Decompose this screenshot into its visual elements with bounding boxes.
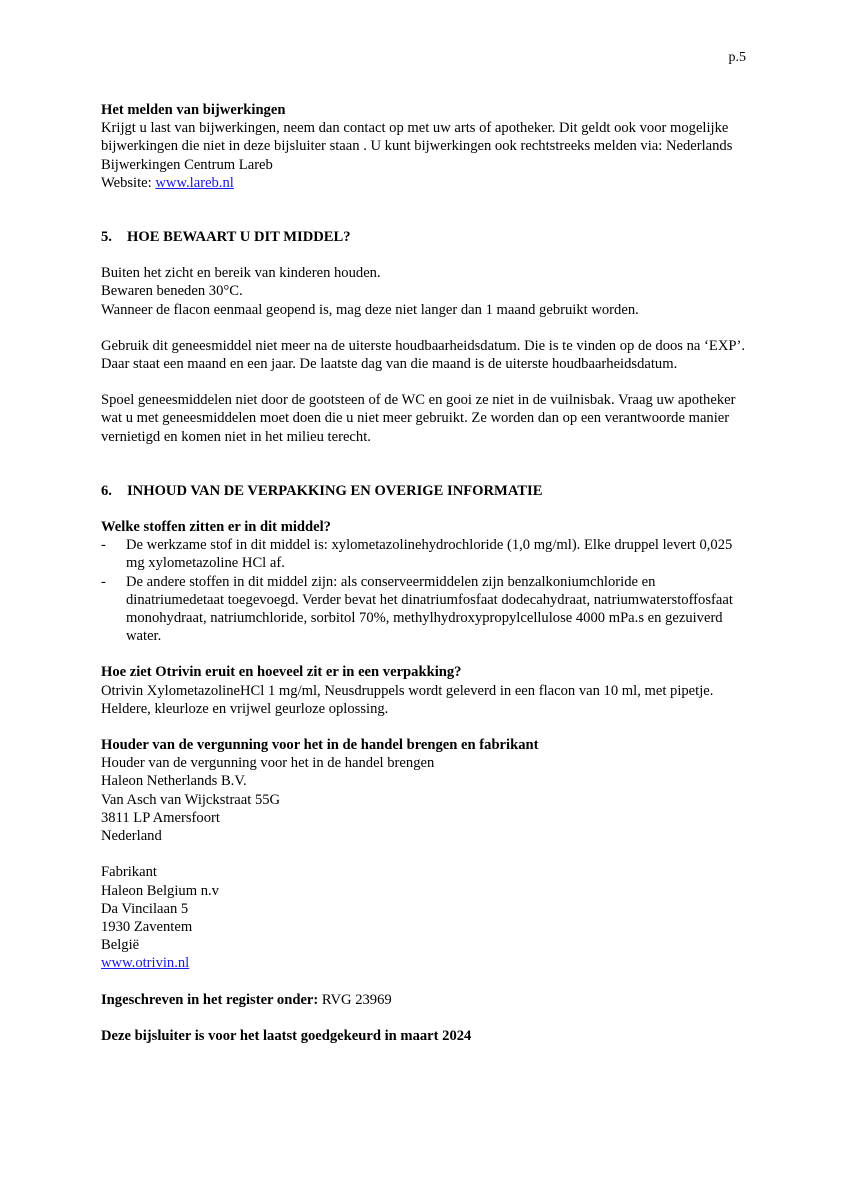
- expiry-paragraph: Gebruik dit geneesmiddel niet meer na de uiterste houdbaarheidsdatum. Die is te vinden op de doos na ‘EXP’. Daar staat een maand en een jaar. De laatste dag van die maand is de uiterste houdbaarheidsdatum.: [101, 337, 745, 373]
- register-line: [101, 991, 751, 1009]
- manufacturer-line: 1930 Zaventem: [101, 918, 193, 935]
- website-label: Website:: [101, 174, 156, 191]
- register-value: RVG 23969: [318, 991, 392, 1008]
- approval-date: Deze bijsluiter is voor het laatst goedgekeurd in maart 2024: [101, 1027, 472, 1044]
- section5-number: 5.: [101, 229, 112, 246]
- storage-line: Buiten het zicht en bereik van kinderen houden.: [101, 265, 381, 282]
- substances-heading: Welke stoffen zitten er in dit middel?: [101, 519, 331, 536]
- substances-list: [101, 536, 751, 645]
- holder-heading: Houder van de vergunning voor het in de handel brengen en fabrikant: [101, 737, 539, 754]
- lareb-link[interactable]: www.lareb.nl: [155, 174, 234, 191]
- section5-title: HOE BEWAART U DIT MIDDEL?: [127, 229, 351, 246]
- manufacturer-line: Fabrikant: [101, 864, 157, 881]
- report-website-line: [101, 174, 751, 192]
- register-label: Ingeschreven in het register onder:: [101, 991, 319, 1008]
- storage-line: Wanneer de flacon eenmaal geopend is, mag deze niet langer dan 1 maand gebruikt worden.: [101, 301, 639, 318]
- appearance-text: Otrivin XylometazolineHCl 1 mg/ml, Neusdruppels wordt geleverd in een flacon van 10 ml, met pipetje.: [101, 682, 714, 699]
- appearance-text-2: Heldere, kleurloze en vrijwel geurloze oplossing.: [101, 700, 389, 717]
- page-number: p.5: [728, 50, 746, 65]
- disposal-paragraph: Spoel geneesmiddelen niet door de gootsteen of de WC en gooi ze niet in de vuilnisbak. Vraag uw apotheker wat u met geneesmiddelen moet doen die u niet meer gebruikt. Ze worden dan op een verantwoorde manier vernietigd en komen niet in het milieu terecht.: [101, 392, 736, 445]
- report-heading: Het melden van bijwerkingen: [101, 102, 286, 118]
- otrivin-link-line: [101, 954, 751, 972]
- holder-line: Van Asch van Wijckstraat 55G: [101, 791, 281, 808]
- list-item: - De werkzame stof in dit middel is: xylometazolinehydrochloride (1,0 mg/ml). Elke druppel levert 0,025 mg xylometazoline HCl af.: [101, 536, 751, 572]
- section6-heading: [101, 482, 751, 500]
- section5-heading: [101, 228, 751, 246]
- report-text: Krijgt u last van bijwerkingen, neem dan contact op met uw arts of apotheker. Dit geldt ook voor mogelijke bijwerkingen die niet in deze bijsluiter staan . U kunt bijwerkingen ook rechtstreeks melden via: Nederlands Bijwerkingen Centrum Lareb: [101, 120, 733, 173]
- section6-number: 6.: [101, 482, 112, 499]
- list-item: - De andere stoffen in dit middel zijn: als conserveermiddelen zijn benzalkoniumchloride en dinatriumedetaat toegevoegd. Verder bevat het dinatriumfosfaat dodecahydraat, natriumwaterstoffosfaat monohydraat, natriumchloride, sorbitol 70%, methylhydroxypropylcellulose 4000 mPa.s en gezuiverd water.: [101, 573, 751, 646]
- manufacturer-line: België: [101, 937, 140, 954]
- storage-line: Bewaren beneden 30°C.: [101, 283, 243, 300]
- holder-line: Haleon Netherlands B.V.: [101, 773, 247, 790]
- manufacturer-line: Haleon Belgium n.v: [101, 882, 219, 899]
- manufacturer-line: Da Vincilaan 5: [101, 900, 189, 917]
- appearance-heading: Hoe ziet Otrivin eruit en hoeveel zit er in een verpakking?: [101, 664, 462, 681]
- section6-title: INHOUD VAN DE VERPAKKING EN OVERIGE INFORMATIE: [127, 482, 543, 499]
- holder-line: Houder van de vergunning voor het in de handel brengen: [101, 755, 435, 772]
- holder-line: 3811 LP Amersfoort: [101, 809, 220, 826]
- otrivin-link[interactable]: www.otrivin.nl: [101, 955, 190, 972]
- holder-line: Nederland: [101, 828, 162, 845]
- document-body: [101, 101, 751, 1045]
